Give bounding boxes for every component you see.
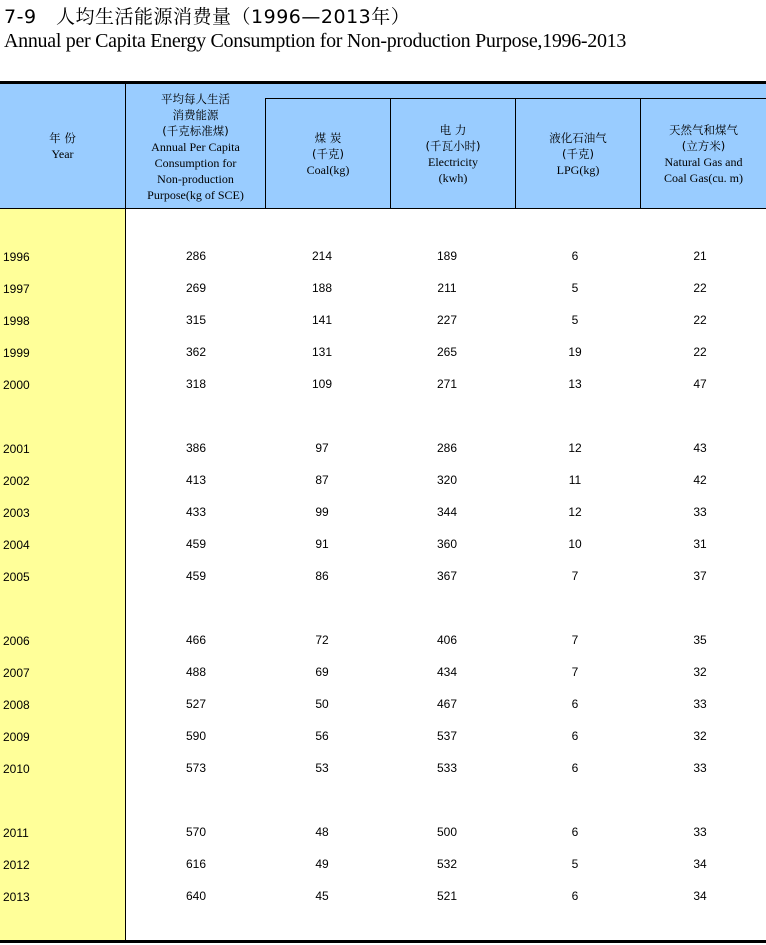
cell-total: 459 [186, 537, 207, 551]
cell-year: 1996 [3, 250, 30, 264]
table-row [0, 470, 766, 490]
cell-total: 362 [186, 345, 207, 359]
table-row [0, 310, 766, 330]
header-year-cn: 年 份 [49, 131, 76, 145]
cell-year: 2012 [3, 858, 30, 872]
table-row [0, 822, 766, 842]
cell-gas: 32 [693, 665, 707, 679]
cell-year: 2005 [3, 570, 30, 584]
cell-electricity: 265 [437, 345, 458, 359]
cell-lpg: 6 [571, 825, 579, 839]
cell-total: 573 [186, 761, 207, 775]
cell-total: 459 [186, 569, 207, 583]
table-row [0, 630, 766, 650]
header-total-en2: Consumption for [154, 156, 237, 170]
cell-electricity: 344 [437, 505, 458, 519]
cell-coal: 48 [315, 825, 329, 839]
cell-gas: 22 [693, 313, 707, 327]
cell-coal: 91 [315, 537, 329, 551]
cell-gas: 47 [693, 377, 707, 391]
cell-gas: 35 [693, 633, 707, 647]
table-row [0, 342, 766, 362]
table-row [0, 854, 766, 874]
header-lpg-en1: LPG(kg) [556, 162, 600, 177]
cell-lpg: 7 [571, 633, 579, 647]
cell-total: 640 [186, 889, 207, 903]
cell-year: 2006 [3, 634, 30, 648]
cell-electricity: 521 [437, 889, 458, 903]
cell-year: 1997 [3, 282, 30, 296]
cell-lpg: 13 [568, 377, 582, 391]
cell-year: 2008 [3, 698, 30, 712]
header-year-en: Year [51, 147, 74, 161]
cell-lpg: 5 [571, 857, 579, 871]
header-total-cn3: (千克标准煤) [162, 124, 229, 138]
cell-coal: 87 [315, 473, 329, 487]
table-title-english: Annual per Capita Energy Consumption for Non-production Purpose,1996-2013 [4, 30, 627, 52]
cell-total: 527 [186, 697, 207, 711]
table-row [0, 246, 766, 266]
cell-lpg: 7 [571, 569, 579, 583]
table-row [0, 886, 766, 906]
header-gas [641, 99, 766, 208]
cell-coal: 214 [312, 249, 333, 263]
cell-total: 286 [186, 249, 207, 263]
cell-year: 2002 [3, 474, 30, 488]
cell-gas: 33 [693, 761, 707, 775]
cell-total: 466 [186, 633, 207, 647]
cell-gas: 33 [693, 697, 707, 711]
cell-total: 315 [186, 313, 207, 327]
cell-gas: 34 [693, 857, 707, 871]
table-row [0, 758, 766, 778]
table-row [0, 374, 766, 394]
cell-total: 433 [186, 505, 207, 519]
header-total-en3: Non-production [157, 172, 234, 186]
cell-coal: 45 [315, 889, 329, 903]
cell-total: 590 [186, 729, 207, 743]
cell-electricity: 367 [437, 569, 458, 583]
cell-electricity: 434 [437, 665, 458, 679]
cell-coal: 131 [312, 345, 333, 359]
cell-gas: 22 [693, 281, 707, 295]
cell-electricity: 537 [437, 729, 458, 743]
cell-year: 2007 [3, 666, 30, 680]
cell-lpg: 6 [571, 249, 579, 263]
cell-year: 2004 [3, 538, 30, 552]
table-row [0, 438, 766, 458]
cell-coal: 86 [315, 569, 329, 583]
cell-total: 318 [186, 377, 207, 391]
cell-gas: 34 [693, 889, 707, 903]
cell-coal: 56 [315, 729, 329, 743]
header-electricity-cn2: (千瓦小时) [425, 138, 481, 153]
table-row [0, 534, 766, 554]
header-total-en1: Annual Per Capita [151, 140, 240, 154]
cell-total: 488 [186, 665, 207, 679]
cell-year: 2001 [3, 442, 30, 456]
cell-lpg: 12 [568, 505, 582, 519]
cell-lpg: 5 [571, 313, 579, 327]
cell-electricity: 406 [437, 633, 458, 647]
header-coal-cn2: (千克) [312, 146, 344, 161]
cell-gas: 33 [693, 825, 707, 839]
cell-lpg: 10 [568, 537, 582, 551]
cell-total: 413 [186, 473, 207, 487]
cell-electricity: 211 [437, 281, 457, 295]
table-title-chinese: 7-9 人均生活能源消费量（1996—2013年） [4, 6, 411, 28]
cell-coal: 72 [315, 633, 329, 647]
cell-gas: 43 [693, 441, 707, 455]
header-gas-en2: Coal Gas(cu. m) [664, 170, 743, 185]
cell-year: 2013 [3, 890, 30, 904]
cell-coal: 99 [315, 505, 329, 519]
cell-electricity: 500 [437, 825, 458, 839]
table-row [0, 694, 766, 714]
cell-electricity: 533 [437, 761, 458, 775]
header-year [0, 84, 125, 208]
header-total-cn1: 平均每人生活 [161, 92, 230, 106]
cell-coal: 49 [315, 857, 329, 871]
cell-gas: 33 [693, 505, 707, 519]
header-lpg-cn1: 液化石油气 [549, 130, 607, 145]
table-row [0, 278, 766, 298]
cell-gas: 21 [693, 249, 707, 263]
table-row [0, 502, 766, 522]
table-row [0, 662, 766, 682]
bottom-rule [0, 940, 766, 943]
cell-coal: 53 [315, 761, 329, 775]
cell-year: 2010 [3, 762, 30, 776]
cell-gas: 31 [693, 537, 707, 551]
header-coal-en1: Coal(kg) [306, 162, 350, 177]
cell-electricity: 189 [437, 249, 458, 263]
header-gas-en1: Natural Gas and [664, 154, 743, 169]
header-total [126, 86, 265, 208]
cell-year: 1998 [3, 314, 30, 328]
cell-electricity: 532 [437, 857, 458, 871]
header-electricity-en1: Electricity [428, 154, 478, 169]
header-gas-cn2: (立方米) [681, 138, 726, 153]
cell-coal: 188 [312, 281, 333, 295]
header-lpg-cn2: (千克) [562, 146, 594, 161]
header-electricity-en2: (kwh) [438, 170, 468, 185]
header-coal-cn1: 煤 炭 [314, 130, 342, 145]
header-gas-cn1: 天然气和煤气 [669, 122, 738, 137]
cell-year: 2000 [3, 378, 30, 392]
header-total-en4: Purpose(kg of SCE) [147, 188, 244, 202]
cell-gas: 37 [693, 569, 707, 583]
cell-lpg: 7 [571, 665, 579, 679]
cell-lpg: 6 [571, 697, 579, 711]
header-total-cn2: 消费能源 [172, 108, 219, 122]
cell-lpg: 6 [571, 889, 579, 903]
cell-coal: 97 [315, 441, 329, 455]
cell-total: 570 [186, 825, 207, 839]
cell-coal: 109 [312, 377, 333, 391]
table-row [0, 566, 766, 586]
cell-total: 269 [186, 281, 207, 295]
cell-coal: 141 [312, 313, 333, 327]
cell-lpg: 6 [571, 729, 579, 743]
cell-year: 2009 [3, 730, 30, 744]
cell-electricity: 467 [437, 697, 458, 711]
cell-lpg: 11 [568, 473, 582, 487]
table-row [0, 726, 766, 746]
cell-total: 616 [186, 857, 207, 871]
cell-year: 2003 [3, 506, 30, 520]
cell-lpg: 6 [571, 761, 579, 775]
header-electricity-cn1: 电 力 [439, 122, 467, 137]
cell-electricity: 271 [437, 377, 458, 391]
cell-electricity: 360 [437, 537, 458, 551]
cell-lpg: 19 [568, 345, 582, 359]
cell-gas: 42 [693, 473, 707, 487]
cell-gas: 22 [693, 345, 707, 359]
cell-coal: 69 [315, 665, 329, 679]
cell-electricity: 227 [437, 313, 458, 327]
cell-year: 1999 [3, 346, 30, 360]
header-lpg [516, 99, 640, 208]
cell-electricity: 286 [437, 441, 458, 455]
cell-coal: 50 [315, 697, 329, 711]
cell-lpg: 12 [568, 441, 582, 455]
header-electricity [391, 99, 515, 208]
header-coal [266, 99, 390, 208]
cell-year: 2011 [3, 826, 29, 840]
cell-electricity: 320 [437, 473, 458, 487]
cell-lpg: 5 [571, 281, 579, 295]
cell-total: 386 [186, 441, 207, 455]
cell-gas: 32 [693, 729, 707, 743]
